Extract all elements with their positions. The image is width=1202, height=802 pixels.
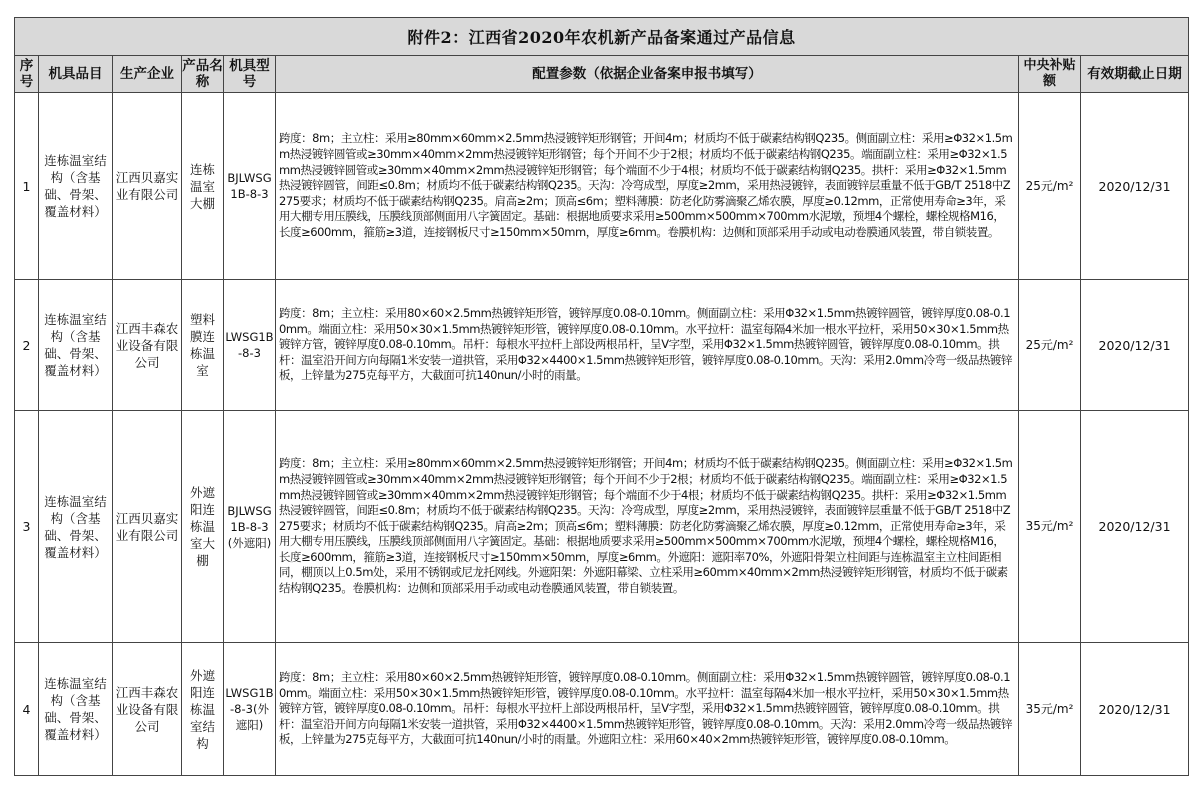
header-expiry: 有效期截止日期 — [1081, 56, 1189, 93]
row-no: 4 — [15, 643, 39, 776]
row-item: 连栋温室结构（含基础、骨架、覆盖材料） — [39, 93, 113, 280]
header-model: 机具型号 — [224, 56, 276, 93]
row-subsidy: 35元/m² — [1019, 643, 1081, 776]
header-subsidy: 中央补贴额 — [1019, 56, 1081, 93]
row-config: 跨度：8m；主立柱：采用80×60×2.5mm热镀锌矩形管，镀锌厚度0.08-0.10mm。侧面副立柱：采用Φ32×1.5mm热镀锌圆管，镀锌厚度0.08-0.10mm。端面立柱：采用50×30×1.5mm热镀锌矩形管，镀锌厚度0.08-0.10mm。水平拉杆：温室每隔4米加一根水平拉杆，采用50×30×1.5mm热镀锌方管，镀锌厚度0.08-0.10mm。吊杆：每根水平拉杆上部设两根吊杆，呈V字型，采用Φ32×1.5mm热镀锌圆管，镀锌厚度0.08-0.10mm。拱杆：温室沿开间方向每隔1米安装一道拱管，采用Φ32×4400×1.5mm热镀锌矩形管，镀锌厚度0.08-0.10mm。天沟：采用2.0mm冷弯一级品热镀锌板，上锌量为275克每平方，大截面可抗140nun/小时的雨量。 — [276, 280, 1019, 411]
row-item: 连栋温室结构（含基础、骨架、覆盖材料） — [39, 411, 113, 643]
header-maker: 生产企业 — [113, 56, 182, 93]
table-row — [15, 280, 1189, 411]
product-table — [14, 17, 1189, 776]
table-row — [15, 411, 1189, 643]
header-item: 机具品目 — [39, 56, 113, 93]
row-model: LWSG1B-8-3(外遮阳) — [224, 643, 276, 776]
row-subsidy: 35元/m² — [1019, 411, 1081, 643]
row-model: BJLWSG1B-8-3(外遮阳) — [224, 411, 276, 643]
row-maker: 江西贝嘉实业有限公司 — [113, 411, 182, 643]
row-maker: 江西贝嘉实业有限公司 — [113, 93, 182, 280]
row-name: 外遮阳连栋温室大棚 — [182, 411, 224, 643]
row-item: 连栋温室结构（含基础、骨架、覆盖材料） — [39, 280, 113, 411]
row-maker: 江西丰森农业设备有限公司 — [113, 643, 182, 776]
table-row — [15, 643, 1189, 776]
row-config: 跨度：8m；主立柱：采用80×60×2.5mm热镀锌矩形管，镀锌厚度0.08-0.10mm。侧面副立柱：采用Φ32×1.5mm热镀锌圆管，镀锌厚度0.08-0.10mm。端面立柱：采用50×30×1.5mm热镀锌矩形管，镀锌厚度0.08-0.10mm。水平拉杆：温室每隔4米加一根水平拉杆，采用50×30×1.5mm热镀锌方管，镀锌厚度0.08-0.10mm。吊杆：每根水平拉杆上部设两根吊杆，呈V字型，采用Φ32×1.5mm热镀锌圆管，镀锌厚度0.08-0.10mm。拱杆：温室沿开间方向每隔1米安装一道拱管，采用Φ32×4400×1.5mm热镀锌矩形管，镀锌厚度0.08-0.10mm。天沟：采用2.0mm冷弯一级品热镀锌板，上锌量为275克每平方，大截面可抗140nun/小时的雨量。外遮阳立柱：采用60×40×2mm热镀锌矩形管，镀锌厚度0.08-0.10mm。 — [276, 643, 1019, 776]
row-subsidy: 25元/m² — [1019, 280, 1081, 411]
header-no: 序号 — [15, 56, 39, 93]
row-no: 2 — [15, 280, 39, 411]
table-row — [15, 93, 1189, 280]
table-title: 附件2：江西省2020年农机新产品备案通过产品信息 — [15, 18, 1189, 56]
row-model: BJLWSG1B-8-3 — [224, 93, 276, 280]
row-expiry: 2020/12/31 — [1081, 643, 1189, 776]
row-expiry: 2020/12/31 — [1081, 280, 1189, 411]
row-expiry: 2020/12/31 — [1081, 411, 1189, 643]
row-name: 连栋温室大棚 — [182, 93, 224, 280]
row-name: 外遮阳连栋温室结构 — [182, 643, 224, 776]
row-model: LWSG1B-8-3 — [224, 280, 276, 411]
header-config: 配置参数（依据企业备案申报书填写） — [276, 56, 1019, 93]
row-config: 跨度：8m；主立柱：采用≥80mm×60mm×2.5mm热浸镀锌矩形钢管；开间4m；材质均不低于碳素结构钢Q235。侧面副立柱：采用≥Φ32×1.5mm热浸镀锌圆管或≥30mm×40mm×2mm热浸镀锌矩形钢管；每个开间不少于2根；材质均不低于碳素结构钢Q235。端面副立柱：采用≥Φ32×1.5mm热浸镀锌圆管或≥30mm×40mm×2mm热浸镀锌矩形钢管；每个端面不少于4根；材质均不低于碳素结构钢Q235。拱杆：采用≥Φ32×1.5mm热浸镀锌圆管，间距≤0.8m；材质均不低于碳素结构钢Q235。天沟：冷弯成型，厚度≥2mm，采用热浸镀锌，表面镀锌层重量不低于GB/T 2518中Z275要求；材质均不低于碳素结构钢Q235。肩高≥2m；顶高≤6m；塑料薄膜：防老化防雾滴聚乙烯农膜，厚度≥0.12mm，正常使用寿命≥3年，采用大棚专用压膜线，压膜线顶部侧面用八字簧固定。基础：根据地质要求采用≥500mm×500mm×700mm水泥墩，预埋4个螺栓，螺栓规格M16，长度≥600mm，箍筋≥3道，连接钢板尺寸≥150mm×50mm，厚度≥6mm。卷膜机构：边侧和顶部采用手动或电动卷膜通风装置，带自锁装置。 — [276, 93, 1019, 280]
row-item: 连栋温室结构（含基础、骨架、覆盖材料） — [39, 643, 113, 776]
row-subsidy: 25元/m² — [1019, 93, 1081, 280]
row-expiry: 2020/12/31 — [1081, 93, 1189, 280]
row-name: 塑料膜连栋温室 — [182, 280, 224, 411]
header-row — [15, 56, 1189, 93]
row-maker: 江西丰森农业设备有限公司 — [113, 280, 182, 411]
product-info-sheet — [14, 17, 1188, 776]
row-no: 1 — [15, 93, 39, 280]
header-name: 产品名称 — [182, 56, 224, 93]
row-config: 跨度：8m；主立柱：采用≥80mm×60mm×2.5mm热浸镀锌矩形钢管；开间4m；材质均不低于碳素结构钢Q235。侧面副立柱：采用≥Φ32×1.5mm热浸镀锌圆管或≥30mm×40mm×2mm热浸镀锌矩形钢管；每个开间不少于2根；材质均不低于碳素结构钢Q235。端面副立柱：采用≥Φ32×1.5mm热浸镀锌圆管或≥30mm×40mm×2mm热浸镀锌矩形钢管；每个端面不少于4根；材质均不低于碳素结构钢Q235。拱杆：采用≥Φ32×1.5mm热浸镀锌圆管，间距≤0.8m；材质均不低于碳素结构钢Q235。天沟：冷弯成型，厚度≥2mm，采用热浸镀锌，表面镀锌层重量不低于GB/T 2518中Z275要求；材质均不低于碳素结构钢Q235。肩高≥2m；顶高≤6m；塑料薄膜：防老化防雾滴聚乙烯农膜，厚度≥0.12mm，正常使用寿命≥3年，采用大棚专用压膜线，压膜线顶部侧面用八字簧固定。基础：根据地质要求采用≥500mm×500mm×700mm水泥墩，预埋4个螺栓，螺栓规格M16，长度≥600mm，箍筋≥3道，连接钢板尺寸≥150mm×50mm，厚度≥6mm。外遮阳：遮阳率70%，外遮阳骨架立柱间距与连栋温室主立柱间距相同，棚顶以上0.5m处，采用不锈钢或尼龙托网线。外遮阳架：外遮阳幕梁、立柱采用≥60mm×40mm×2mm热浸镀锌矩形钢管，材质均不低于碳素结构钢Q235。卷膜机构：边侧和顶部采用手动或电动卷膜通风装置，带自锁装置。 — [276, 411, 1019, 643]
row-no: 3 — [15, 411, 39, 643]
